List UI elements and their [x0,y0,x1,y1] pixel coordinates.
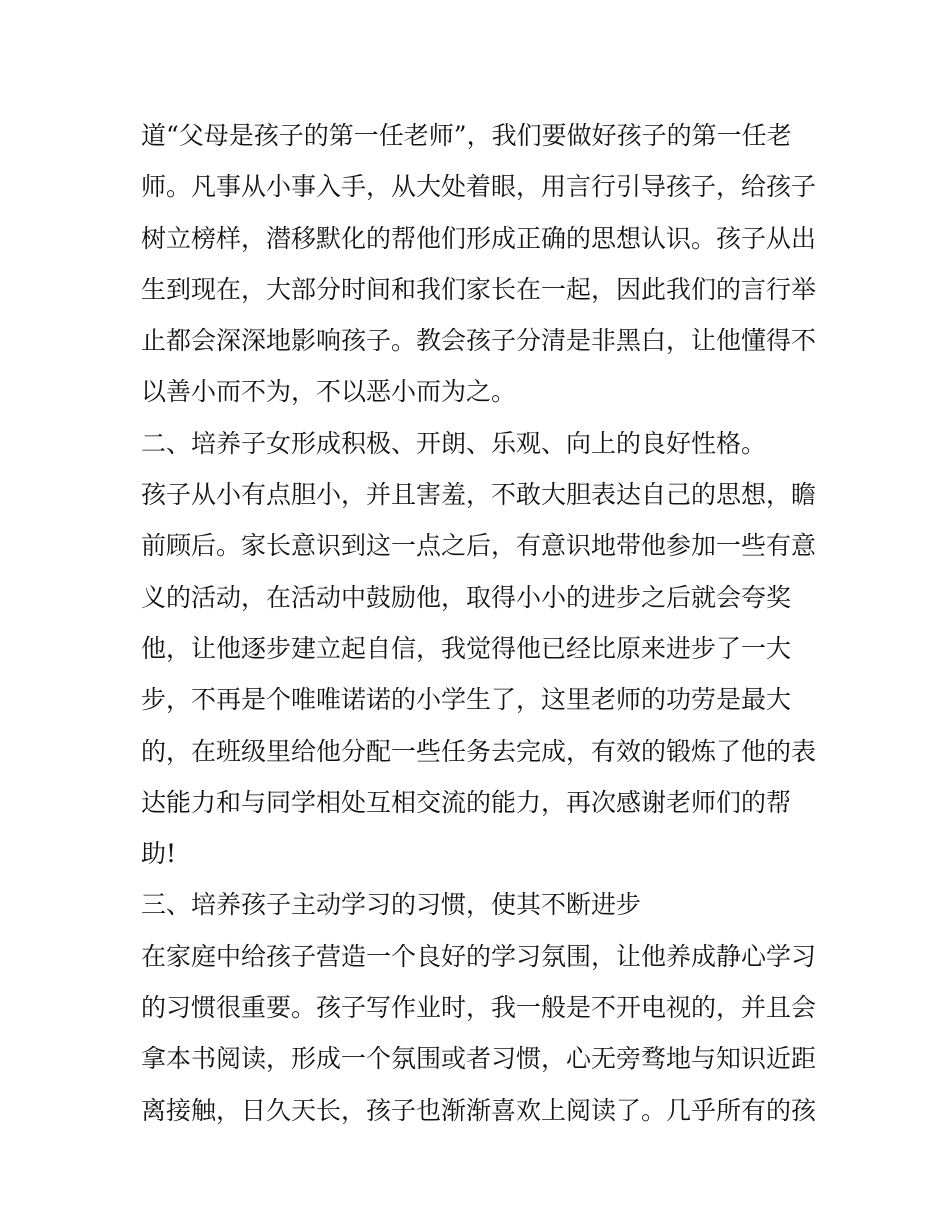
text-line-13: 的，在班级里给他分配一些任务去完成，有效的锻炼了他的表 [141,736,817,766]
text-line-14: 达能力和与同学相处互相交流的能力，再次感谢老师们的帮 [141,787,792,817]
section-heading-3: 三、培养孩子主动学习的习惯，使其不断进步 [141,890,642,920]
text-line-6: 以善小而不为，不以恶小而为之。 [141,377,517,407]
body-text [141,110,821,1136]
text-line-20: 离接触，日久天长，孩子也渐渐喜欢上阅读了。几乎所有的孩 [141,1095,817,1125]
text-line-1: 道“父母是孩子的第一任老师”，我们要做好孩子的第一任老 [141,121,792,150]
text-line-12: 步，不再是个唯唯诺诺的小学生了，这里老师的功劳是最大 [141,685,792,715]
text-line-3: 树立榜样，潜移默化的帮他们形成正确的思想认识。孩子从出 [141,223,817,253]
text-line-8: 孩子从小有点胆小，并且害羞，不敢大胆表达自己的思想，瞻 [141,480,817,510]
text-line-15: 助! [141,839,177,869]
text-line-18: 的习惯很重要。孩子写作业时，我一般是不开电视的，并且会 [141,993,817,1023]
text-line-11: 他，让他逐步建立起自信，我觉得他已经比原来进步了一大 [141,633,792,663]
text-line-5: 止都会深深地影响孩子。教会孩子分清是非黑白，让他懂得不 [141,326,817,356]
text-line-4: 生到现在，大部分时间和我们家长在一起，因此我们的言行举 [141,274,817,304]
text-line-19: 拿本书阅读，形成一个氛围或者习惯，心无旁骛地与知识近距 [141,1044,817,1074]
text-line-10: 义的活动，在活动中鼓励他，取得小小的进步之后就会夸奖 [141,582,792,612]
text-line-9: 前顾后。家长意识到这一点之后，有意识地带他参加一些有意 [141,531,817,561]
section-heading-2: 二、培养子女形成积极、开朗、乐观、向上的良好性格。 [141,428,767,458]
text-line-17: 在家庭中给孩子营造一个良好的学习氛围，让他养成静心学习 [141,941,817,971]
text-line-2: 师。凡事从小事入手，从大处着眼，用言行引导孩子，给孩子 [141,172,817,202]
